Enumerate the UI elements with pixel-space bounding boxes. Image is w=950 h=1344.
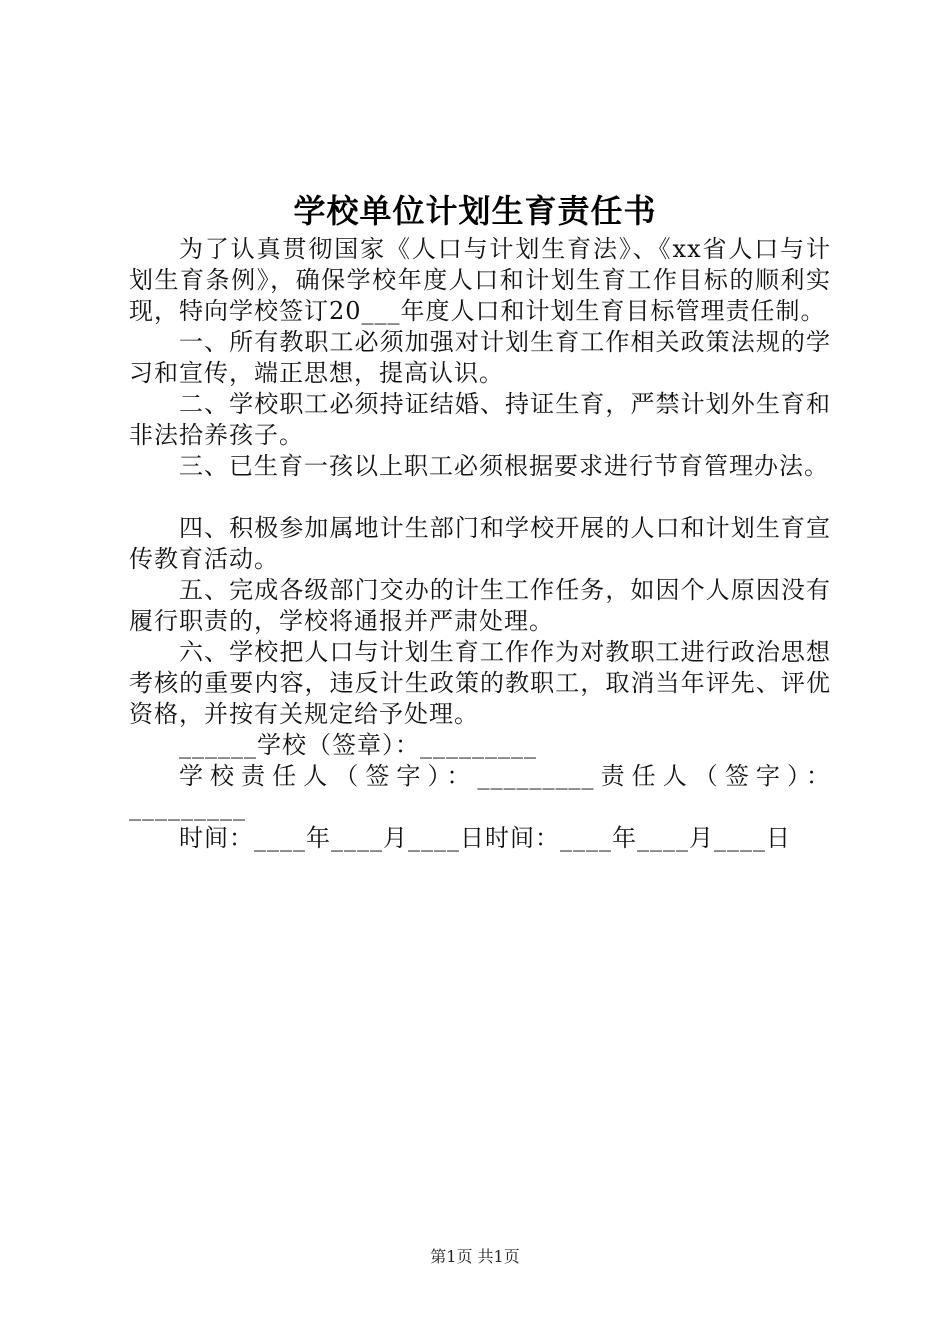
school-signature-line: ______学校（签章）：_________ (179, 731, 537, 759)
clause-6: 六、学校把人口与计划生育工作作为对教职工进行政治思想考核的重要内容，违反计生政策的教职工，取消当年评先、评优资格，并按有关规定给予处理。 (129, 638, 831, 728)
clause-5: 五、完成各级部门交办的计生工作任务，如因个人原因没有履行职责的，学校将通报并严肃处理。 (129, 576, 831, 635)
responsible-signature-line: 学校责任人（签字）：_________责任人（签字）：_________ (129, 762, 831, 821)
clause-1: 一、所有教职工必须加强对计划生育工作相关政策法规的学习和宣传，端正思想，提高认识。 (129, 328, 831, 387)
clause-3: 三、已生育一孩以上职工必须根据要求进行节育管理办法。 (179, 452, 829, 480)
page-number-footer: 第1页 共1页 (430, 1247, 520, 1266)
clause-2: 二、学校职工必须持证结婚、持证生育，严禁计划外生育和非法拾养孩子。 (129, 390, 831, 449)
document-body (129, 234, 831, 854)
document-title: 学校单位计划生育责任书 (293, 192, 657, 230)
clause-4: 四、积极参加属地计生部门和学校开展的人口和计划生育宣传教育活动。 (129, 514, 831, 573)
intro-paragraph: 为了认真贯彻国家《人口与计划生育法》、《xx省人口与计划生育条例》，确保学校年度人口和计划生育工作目标的顺利实现，特向学校签订20___年度人口和计划生育目标管理责任制。 (129, 235, 831, 325)
date-line: 时间：____年____月____日时间：____年____月____日 (179, 824, 791, 852)
